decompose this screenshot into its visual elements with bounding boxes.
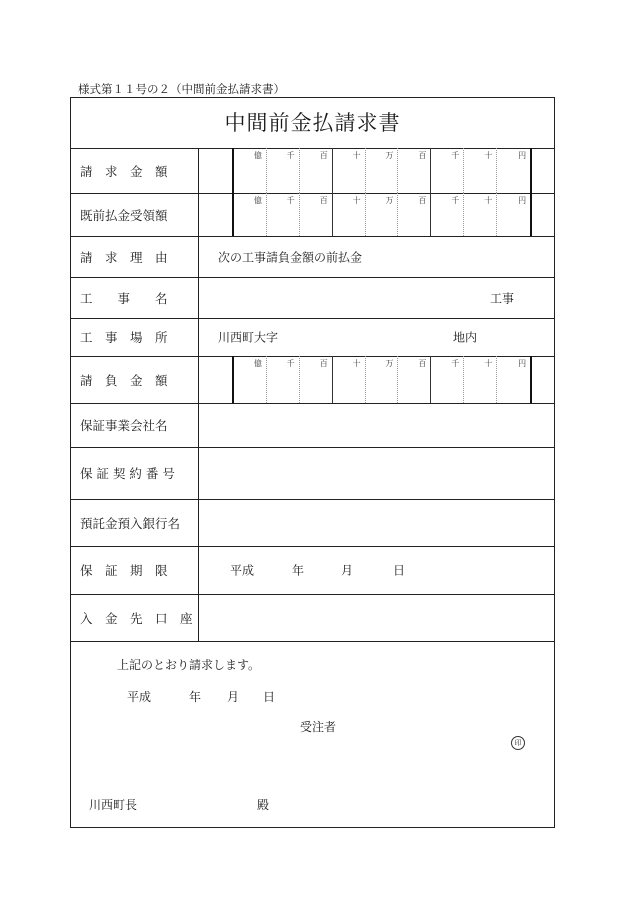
label-received-amount: 既前払金受領額 <box>71 193 199 236</box>
unit-label: 十 <box>484 151 493 160</box>
label-account: 入 金 先 口 座 <box>71 594 199 641</box>
request-form <box>70 97 555 828</box>
seal-mark: 印 <box>511 736 525 750</box>
unit-label: 億 <box>253 196 262 205</box>
reason-field[interactable] <box>200 236 554 277</box>
unit-label: 百 <box>319 151 328 160</box>
unit-label: 百 <box>319 359 328 368</box>
guarantor-field[interactable] <box>200 403 554 447</box>
date-era: 平成 <box>127 690 152 704</box>
label-contract-amount: 請 負 金 額 <box>71 356 199 403</box>
label-bank: 預託金預入銀行名 <box>71 499 199 546</box>
period-field[interactable] <box>200 546 554 594</box>
unit-label: 千 <box>286 151 295 160</box>
digit-cell[interactable] <box>234 148 267 193</box>
unit-label: 千 <box>451 151 460 160</box>
unit-label: 十 <box>484 196 493 205</box>
digit-cell[interactable] <box>431 148 464 193</box>
contract-no-field[interactable] <box>200 447 554 499</box>
row-work-name <box>71 277 554 319</box>
label-contract-no: 保 証 契 約 番 号 <box>71 447 199 499</box>
received-amount-field[interactable] <box>232 193 532 236</box>
digit-cell[interactable] <box>267 193 300 236</box>
work-site-field[interactable] <box>200 318 554 356</box>
form-number: 様式第１１号の２（中間前金払請求書） <box>78 82 285 96</box>
digit-cell[interactable] <box>300 356 333 403</box>
unit-label: 億 <box>253 151 262 160</box>
digit-cell[interactable] <box>366 148 399 193</box>
work-site-suffix: 地内 <box>453 330 478 345</box>
unit-label: 千 <box>286 196 295 205</box>
digit-cell[interactable] <box>300 148 333 193</box>
digit-cell[interactable] <box>333 148 366 193</box>
digit-cell[interactable] <box>333 193 366 236</box>
row-received-amount <box>71 193 554 237</box>
contractor-label: 受注者 <box>300 720 337 734</box>
row-period <box>71 546 554 595</box>
period-day: 日 <box>393 563 406 578</box>
unit-label: 円 <box>518 151 527 160</box>
unit-label: 千 <box>451 359 460 368</box>
digit-cell[interactable] <box>234 193 267 236</box>
work-site-prefix: 川西町大字 <box>218 330 279 345</box>
unit-label: 千 <box>451 196 460 205</box>
row-contract-amount <box>71 356 554 404</box>
period-month: 月 <box>341 563 354 578</box>
digit-cell[interactable] <box>464 148 497 193</box>
account-field[interactable] <box>200 594 554 641</box>
unit-label: 百 <box>418 359 427 368</box>
form-title: 中間前金払請求書 <box>71 98 554 149</box>
unit-label: 百 <box>418 151 427 160</box>
unit-label: 万 <box>385 151 394 160</box>
row-account <box>71 594 554 642</box>
request-amount-field[interactable] <box>232 148 532 193</box>
unit-label: 億 <box>253 359 262 368</box>
unit-label: 十 <box>352 359 361 368</box>
reason-text: 次の工事請負金額の前払金 <box>218 250 363 264</box>
work-suffix: 工事 <box>490 291 515 305</box>
unit-label: 百 <box>418 196 427 205</box>
unit-label: 円 <box>518 196 527 205</box>
statement: 上記のとおり請求します。 <box>117 658 261 672</box>
addressee: 川西町長 <box>89 798 138 812</box>
digit-cell[interactable] <box>333 356 366 403</box>
digit-cell[interactable] <box>497 356 530 403</box>
digit-cell[interactable] <box>497 148 530 193</box>
label-reason: 請 求 理 由 <box>71 236 199 277</box>
row-bank <box>71 499 554 547</box>
digit-cell[interactable] <box>497 193 530 236</box>
row-work-site <box>71 318 554 357</box>
digit-cell[interactable] <box>366 356 399 403</box>
unit-label: 十 <box>352 196 361 205</box>
unit-label: 百 <box>319 196 328 205</box>
label-request-amount: 請 求 金 額 <box>71 148 199 193</box>
digit-cell[interactable] <box>267 356 300 403</box>
unit-label: 十 <box>484 359 493 368</box>
period-year: 年 <box>292 563 305 578</box>
digit-cell[interactable] <box>234 356 267 403</box>
digit-cell[interactable] <box>431 193 464 236</box>
digit-cell[interactable] <box>399 193 432 236</box>
row-contract-no <box>71 447 554 500</box>
digit-cell[interactable] <box>300 193 333 236</box>
unit-label: 万 <box>385 359 394 368</box>
label-guarantor: 保証事業会社名 <box>71 403 199 447</box>
row-guarantor <box>71 403 554 448</box>
digit-cell[interactable] <box>431 356 464 403</box>
unit-label: 万 <box>385 196 394 205</box>
period-era: 平成 <box>230 563 255 578</box>
label-work-name: 工 事 名 <box>71 277 199 318</box>
date-day: 日 <box>263 690 276 704</box>
digit-cell[interactable] <box>464 356 497 403</box>
date-month: 月 <box>227 690 240 704</box>
declaration-section <box>71 641 554 827</box>
digit-cell[interactable] <box>399 148 432 193</box>
digit-cell[interactable] <box>399 356 432 403</box>
digit-cell[interactable] <box>267 148 300 193</box>
row-request-amount <box>71 148 554 194</box>
work-name-field[interactable] <box>200 277 554 318</box>
unit-label: 十 <box>352 151 361 160</box>
contract-amount-field[interactable] <box>232 356 532 403</box>
digit-cell[interactable] <box>366 193 399 236</box>
honorific: 殿 <box>257 798 270 812</box>
unit-label: 円 <box>518 359 527 368</box>
row-reason <box>71 236 554 278</box>
bank-field[interactable] <box>200 499 554 546</box>
date-year: 年 <box>189 690 202 704</box>
digit-cell[interactable] <box>464 193 497 236</box>
label-work-site: 工 事 場 所 <box>71 318 199 356</box>
label-period: 保 証 期 限 <box>71 546 199 594</box>
unit-label: 千 <box>286 359 295 368</box>
